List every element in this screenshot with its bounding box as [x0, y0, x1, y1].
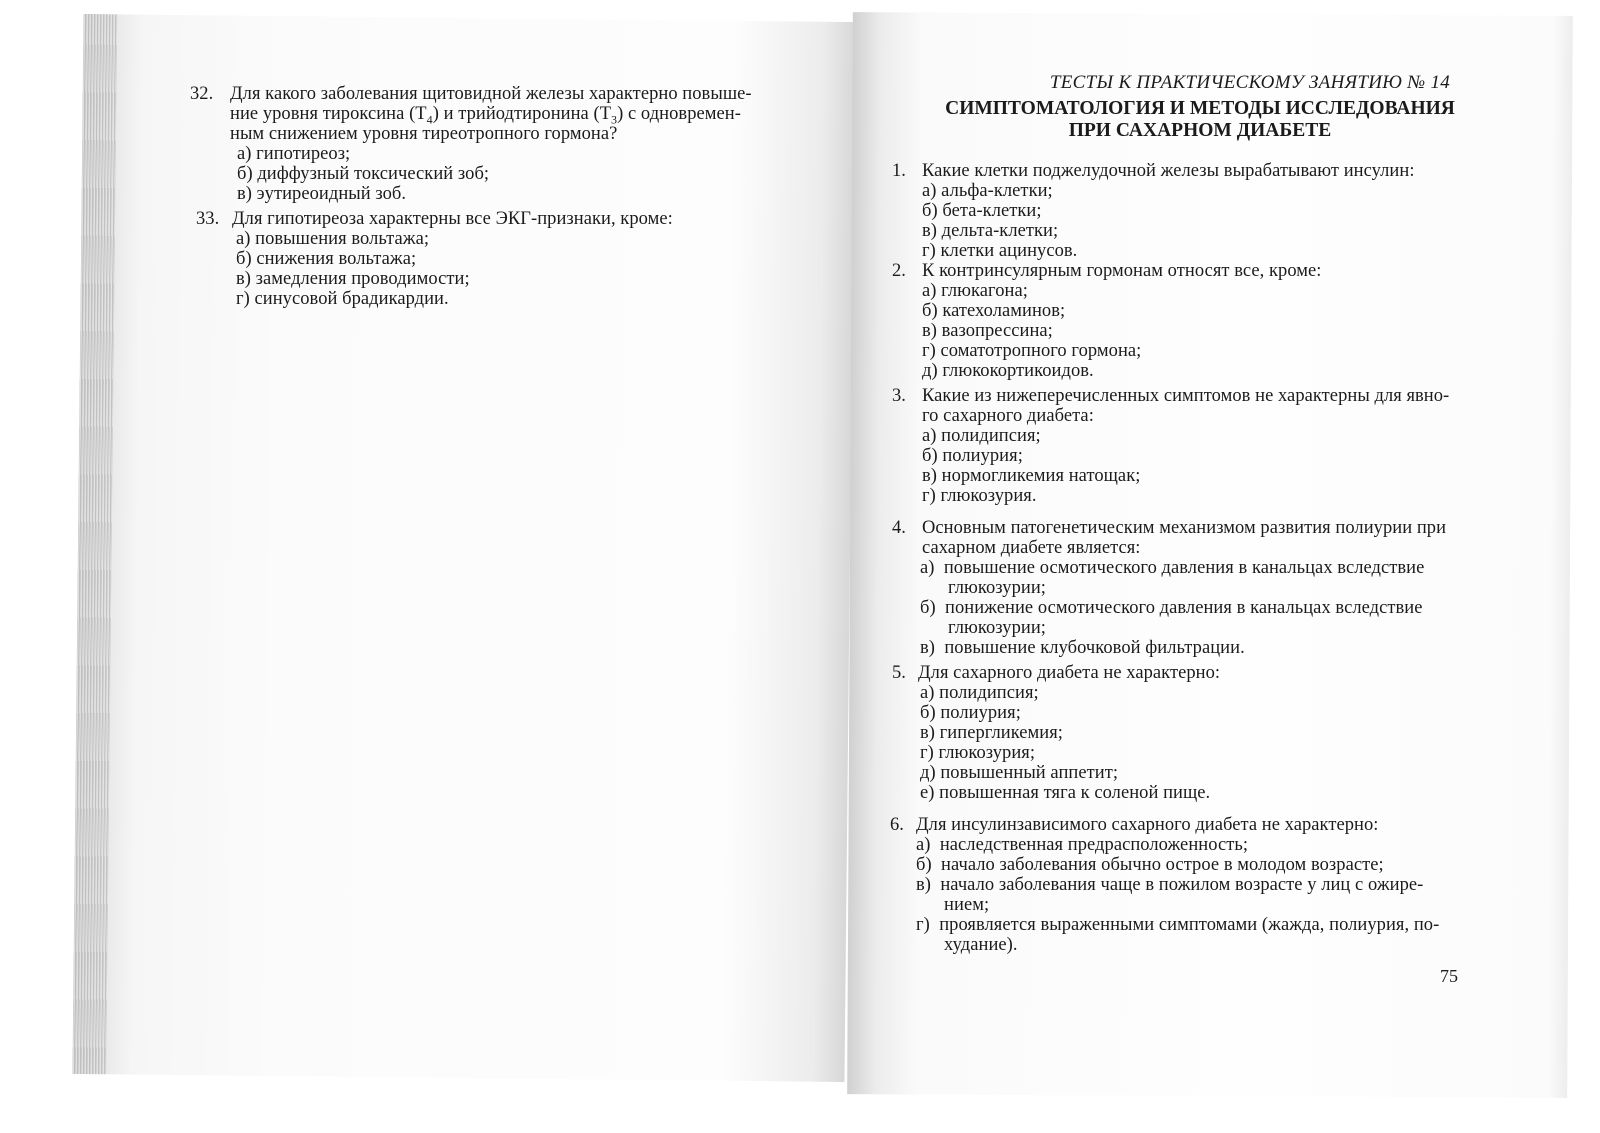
question-1: 1. Какие клетки поджелудочной железы вырабатывают инсулин: а) альфа-клетки; б) бета-клетки; в) дельта-клетки; г) клетки ацинусов.: [892, 161, 1415, 261]
option: б) катехоламинов;: [922, 301, 1066, 321]
option: б) полиурия;: [920, 703, 1021, 723]
question-33: [196, 209, 673, 309]
option: а) глюкагона;: [922, 281, 1028, 301]
question-32-line-3: ным снижением уровня тиреотропного гормона?: [230, 124, 618, 144]
option: в) нормогликемия натощак;: [922, 466, 1141, 486]
page-edges: [72, 14, 117, 1074]
option-continuation: глюкозурии;: [920, 578, 1046, 598]
option: а) гипотиреоз;: [237, 144, 351, 164]
option: б) понижение осмотического давления в канальцах вследствие: [920, 598, 1423, 618]
option: а) альфа-клетки;: [922, 181, 1053, 201]
option: в) повышение клубочковой фильтрации.: [920, 638, 1245, 658]
question-number: 33.: [196, 209, 220, 229]
option: в) дельта-клетки;: [922, 221, 1059, 241]
question-number: 32.: [190, 84, 214, 104]
option: в) вазопрессина;: [922, 321, 1053, 341]
question-32-line-1: 32. Для какого заболевания щитовидной железы характерно повыше-: [190, 84, 752, 104]
option: б) полиурия;: [922, 446, 1023, 466]
question-4: 4. Основным патогенетическим механизмом развития полиурии при сахарном диабете является: а) повышение осмотического давления в канальцах вследствие глюкозурии; б) понижение осмотического давления в канальцах вследствие глюкозурии; в) повышение клубочковой фильтрации.: [892, 518, 1447, 658]
option-continuation: глюкозурии;: [920, 618, 1046, 638]
option: б) бета-клетки;: [922, 201, 1042, 221]
option: б) начало заболевания обычно острое в молодом возрасте;: [916, 855, 1384, 875]
page-number: 75: [1440, 966, 1458, 986]
option: г) клетки ацинусов.: [922, 241, 1078, 261]
option: а) повышения вольтажа;: [236, 229, 430, 249]
option: д) повышенный аппетит;: [920, 763, 1119, 783]
option: г) глюкозурия;: [920, 743, 1036, 763]
option-continuation: худание).: [916, 935, 1018, 955]
section-title: СИМПТОМАТОЛОГИЯ И МЕТОДЫ ИССЛЕДОВАНИЯ ПРИ САХАРНОМ ДИАБЕТЕ: [945, 98, 1455, 141]
option: б) снижения вольтажа;: [236, 249, 417, 269]
question-6: 6. Для инсулинзависимого сахарного диабета не характерно: а) наследственная предрасположенность; б) начало заболевания обычно острое в молодом возрасте; в) начало заболевания чаще в пожилом возрасте у лиц с ожире- нием; г) проявляется выраженными симптомами (жажда, полиурия, по- худание).: [890, 815, 1440, 955]
option: а) полидипсия;: [920, 683, 1039, 703]
option: е) повышенная тяга к соленой пище.: [920, 783, 1211, 803]
option: д) глюкокортикоидов.: [922, 361, 1094, 381]
question-2: 2. К контринсулярным гормонам относят все, кроме: а) глюкагона; б) катехоламинов; в) вазопрессина; г) соматотропного гормона; д) глюкокортикоидов.: [892, 261, 1322, 381]
option: а) повышение осмотического давления в канальцах вследствие: [920, 558, 1425, 578]
question-3: 3. Какие из нижеперечисленных симптомов не характерны для явно- го сахарного диабета: а) полидипсия; б) полиурия; в) нормогликемия натощак; г) глюкозурия.: [892, 386, 1450, 506]
question-5: 5. Для сахарного диабета не характерно: а) полидипсия; б) полиурия; в) гипергликемия; г) глюкозурия; д) повышенный аппетит; е) повышенная тяга к соленой пище.: [892, 663, 1221, 803]
option: а) наследственная предрасположенность;: [916, 835, 1249, 855]
question-32-line-2: ние уровня тироксина $(Т_4)$ и трийодтиронина $(Т_3)$ с одновремен-: [230, 104, 741, 127]
option: г) проявляется выраженными симптомами (жажда, полиурия, по-: [916, 915, 1440, 935]
option: г) синусовой брадикардии.: [236, 289, 449, 309]
option: в) замедления проводимости;: [236, 269, 470, 289]
option: г) соматотропного гормона;: [922, 341, 1142, 361]
option: б) диффузный токсический зоб;: [237, 164, 490, 184]
option: г) глюкозурия.: [922, 486, 1037, 506]
option: в) начало заболевания чаще в пожилом возрасте у лиц с ожире-: [916, 875, 1424, 895]
option: а) полидипсия;: [922, 426, 1041, 446]
question-32: [190, 84, 752, 204]
section-subtitle: ТЕСТЫ К ПРАКТИЧЕСКОМУ ЗАНЯТИЮ № 14: [1049, 72, 1451, 93]
option: в) гипергликемия;: [920, 723, 1063, 743]
option: в) эутиреоидный зоб.: [237, 184, 407, 204]
option-continuation: нием;: [916, 895, 990, 915]
question-33-line-1: 33. Для гипотиреоза характерны все ЭКГ-признаки, кроме:: [196, 209, 673, 229]
